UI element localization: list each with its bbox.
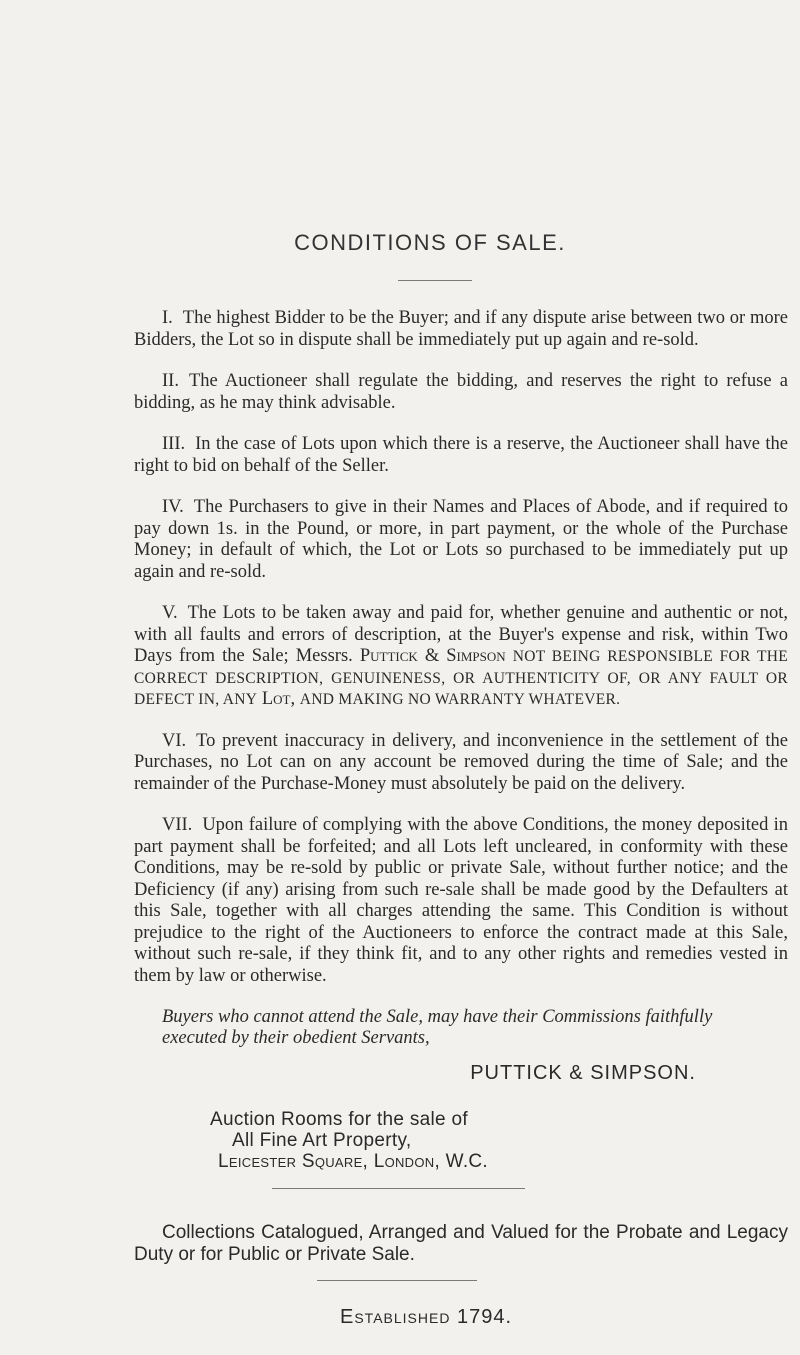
condition-text: Upon failure of complying with the above Conditions, the money deposited in part payment shall be forfeited; and all Lots left uncleared, in conformity with these Conditions, may be re-sold by public or private Sale, without further notice; and the Deficiency (if any) arising from such re-sale shall be made good by the Defaulters at this Sale, together with all charges attending the same. This Condition is without prejudice to the right of the Auctioneers to enforce the contract made at this Sale, without such re-sale, if they think fit, and to any other rights and remedies vested in them by law or otherwise. — [134, 815, 788, 986]
condition-text: The Auctioneer shall regulate the bidding, and reserves the right to refuse a bidding, as he may think advisable. — [134, 371, 788, 413]
closing-line-1: Buyers who cannot attend the Sale, may have their Commissions faithfully — [162, 1007, 713, 1027]
condition-numeral: V. — [162, 603, 178, 623]
conditions-body — [134, 308, 788, 1172]
condition-caps-text-end: AND MAKING NO WARRANTY WHATEVER. — [299, 691, 621, 708]
condition-numeral: VII. — [162, 815, 193, 835]
title-divider — [398, 280, 472, 281]
condition-caps-text: NOT BEING RESPONSIBLE FOR THE CORRECT DESCRIPTION, GENUINENESS, OR AUTHENTICITY OF, OR ANY FAULT OR DEFECT IN, ANY — [134, 648, 789, 708]
condition-text: In the case of Lots upon which there is a reserve, the Auctioneer shall have the right to bid on behalf of the Seller. — [134, 434, 788, 476]
lot-word: Lot, — [261, 689, 296, 709]
established-line: Established 1794. — [340, 1306, 513, 1328]
firm-name: Puttick & Simpson — [359, 646, 506, 666]
signature: PUTTICK & SIMPSON. — [470, 1062, 696, 1084]
address-line-2: All Fine Art Property, — [232, 1129, 412, 1151]
address-block — [134, 1109, 788, 1172]
condition-7 — [134, 815, 788, 987]
condition-1 — [134, 308, 788, 351]
condition-3 — [134, 434, 788, 477]
condition-5 — [134, 603, 788, 711]
condition-text: The Purchasers to give in their Names and Places of Abode, and if required to pay down 1s. in the Pound, or more, in part payment, or the whole of the Purchase Money; in default of which, the Lot or Lots so purchased to be immediately put up again and re-sold. — [134, 497, 788, 582]
closing-note — [134, 1007, 788, 1049]
address-line-1: Auction Rooms for the sale of — [210, 1108, 468, 1130]
collections-note: Collections Catalogued, Arranged and Valued for the Probate and Legacy Duty or for Public or Private Sale. — [134, 1222, 788, 1265]
condition-numeral: VI. — [162, 730, 187, 751]
closing-line-2: executed by their obedient Servants, — [162, 1028, 430, 1048]
footer-divider — [272, 1188, 525, 1189]
condition-4 — [134, 497, 788, 583]
address-line-3: Leicester Square, London, W.C. — [218, 1150, 488, 1172]
condition-numeral: I. — [162, 308, 173, 328]
condition-numeral: II. — [162, 371, 179, 391]
condition-text: The highest Bidder to be the Buyer; and if any dispute arise between two or more Bidders, the Lot so in dispute shall be immediately put up again and re-sold. — [134, 308, 788, 350]
condition-2 — [134, 371, 788, 414]
bottom-divider — [317, 1280, 477, 1281]
condition-numeral: III. — [162, 434, 186, 454]
page-title: CONDITIONS OF SALE. — [294, 230, 566, 255]
condition-numeral: IV. — [162, 497, 184, 517]
condition-text: The Lots to be taken away and paid for, whether genuine and authentic or not, with all faults and errors of description, at the Buyer's expense and risk, within Two Days from the Sale; Messrs. — [134, 603, 788, 666]
condition-6 — [134, 731, 788, 796]
condition-text: To prevent inaccuracy in delivery, and inconvenience in the settlement of the Purchases, no Lot can on any account be removed during the time of Sale; and the remainder of the Purchase-Money must absolutely be paid on the delivery. — [134, 730, 788, 794]
